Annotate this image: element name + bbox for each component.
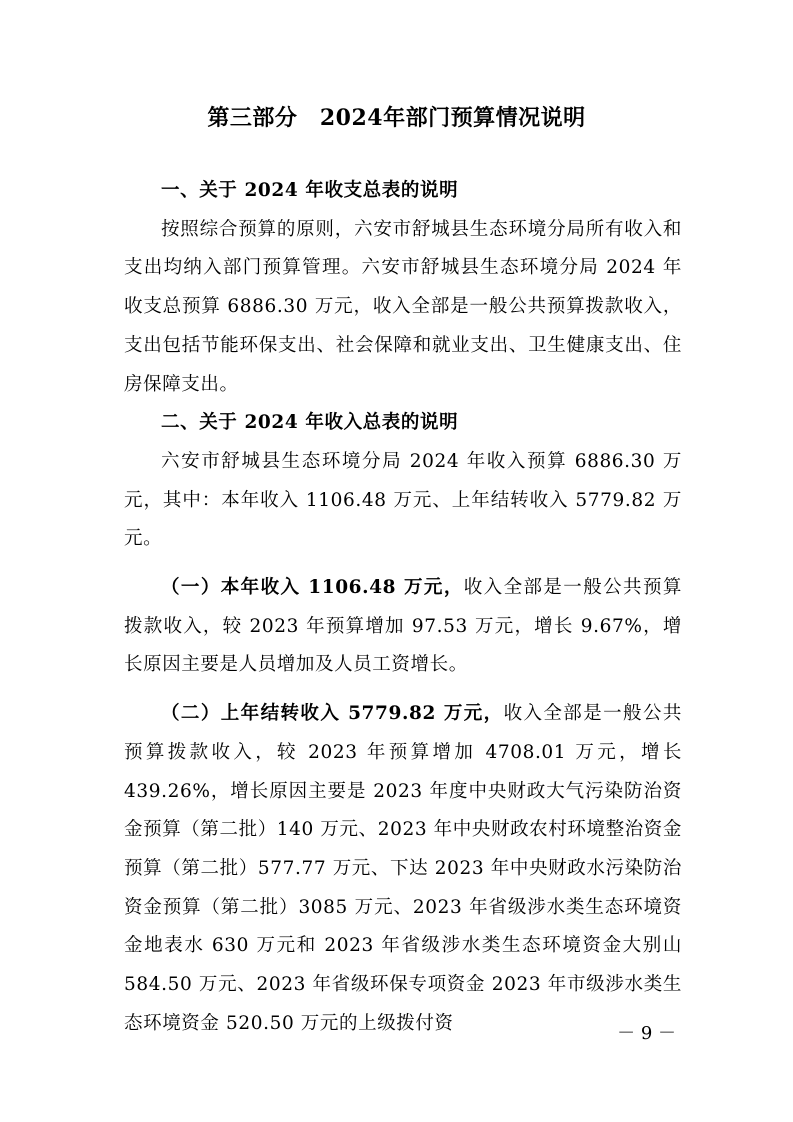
section-1-paragraph: 按照综合预算的原则，六安市舒城县生态环境分局所有收入和支出均纳入部门预算管理。六安市舒城县生态环境分局 2024 年收支总预算 6886.30 万元，收入全部是一般公共预算拨款收入，支出包括节能环保支出、社会保障和就业支出、卫生健康支出、住房保障支出。 bbox=[124, 218, 682, 395]
current-year-income-lead: （一）本年收入 1106.48 万元， bbox=[161, 577, 464, 599]
section-2-heading: 二、关于 2024 年收入总表的说明 bbox=[161, 412, 459, 434]
current-year-income-paragraph bbox=[124, 569, 682, 685]
paragraph-gap bbox=[124, 685, 682, 695]
carryover-income-paragraph bbox=[124, 695, 682, 1043]
page-title: 第三部分 2024年部门预算情况说明 bbox=[207, 105, 586, 131]
document-body bbox=[124, 172, 682, 1043]
page-number: － 9 － bbox=[617, 1023, 676, 1044]
section-1-heading: 一、关于 2024 年收支总表的说明 bbox=[161, 180, 459, 201]
section-2-paragraph: 六安市舒城县生态环境分局 2024 年收入预算 6886.30 万元，其中：本年收入 1106.48 万元、上年结转收入 5779.82 万元。 bbox=[124, 450, 682, 550]
carryover-income-lead: （二）上年结转收入 5779.82 万元， bbox=[161, 703, 504, 725]
carryover-income-text: 收入全部是一般公共预算拨款收入，较 2023 年预算增加 4708.01 万元，增长 439.26%，增长原因主要是 2023 年度中央财政大气污染防治资金预算（第二批）140 万元、2023 年中央财政农村环境整治资金预算（第二批）577.77 万元、下达 2023 年中央财政水污染防治资金预算（第二批）3085 万元、2023 年省级涉水类生态环境资金地表水 630 万元和 2023 年省级涉水类生态环境资金大别山 584.50 万元、2023 年省级环保专项资金 2023 年市级涉水类生态环境资金 520.50 万元的上级拨付资 bbox=[124, 703, 682, 1034]
paragraph-gap bbox=[124, 559, 682, 569]
current-year-income-text: 收入全部是一般公共预算拨款收入，较 2023 年预算增加 97.53 万元，增长 9.67%，增长原因主要是人员增加及人员工资增长。 bbox=[124, 577, 682, 676]
